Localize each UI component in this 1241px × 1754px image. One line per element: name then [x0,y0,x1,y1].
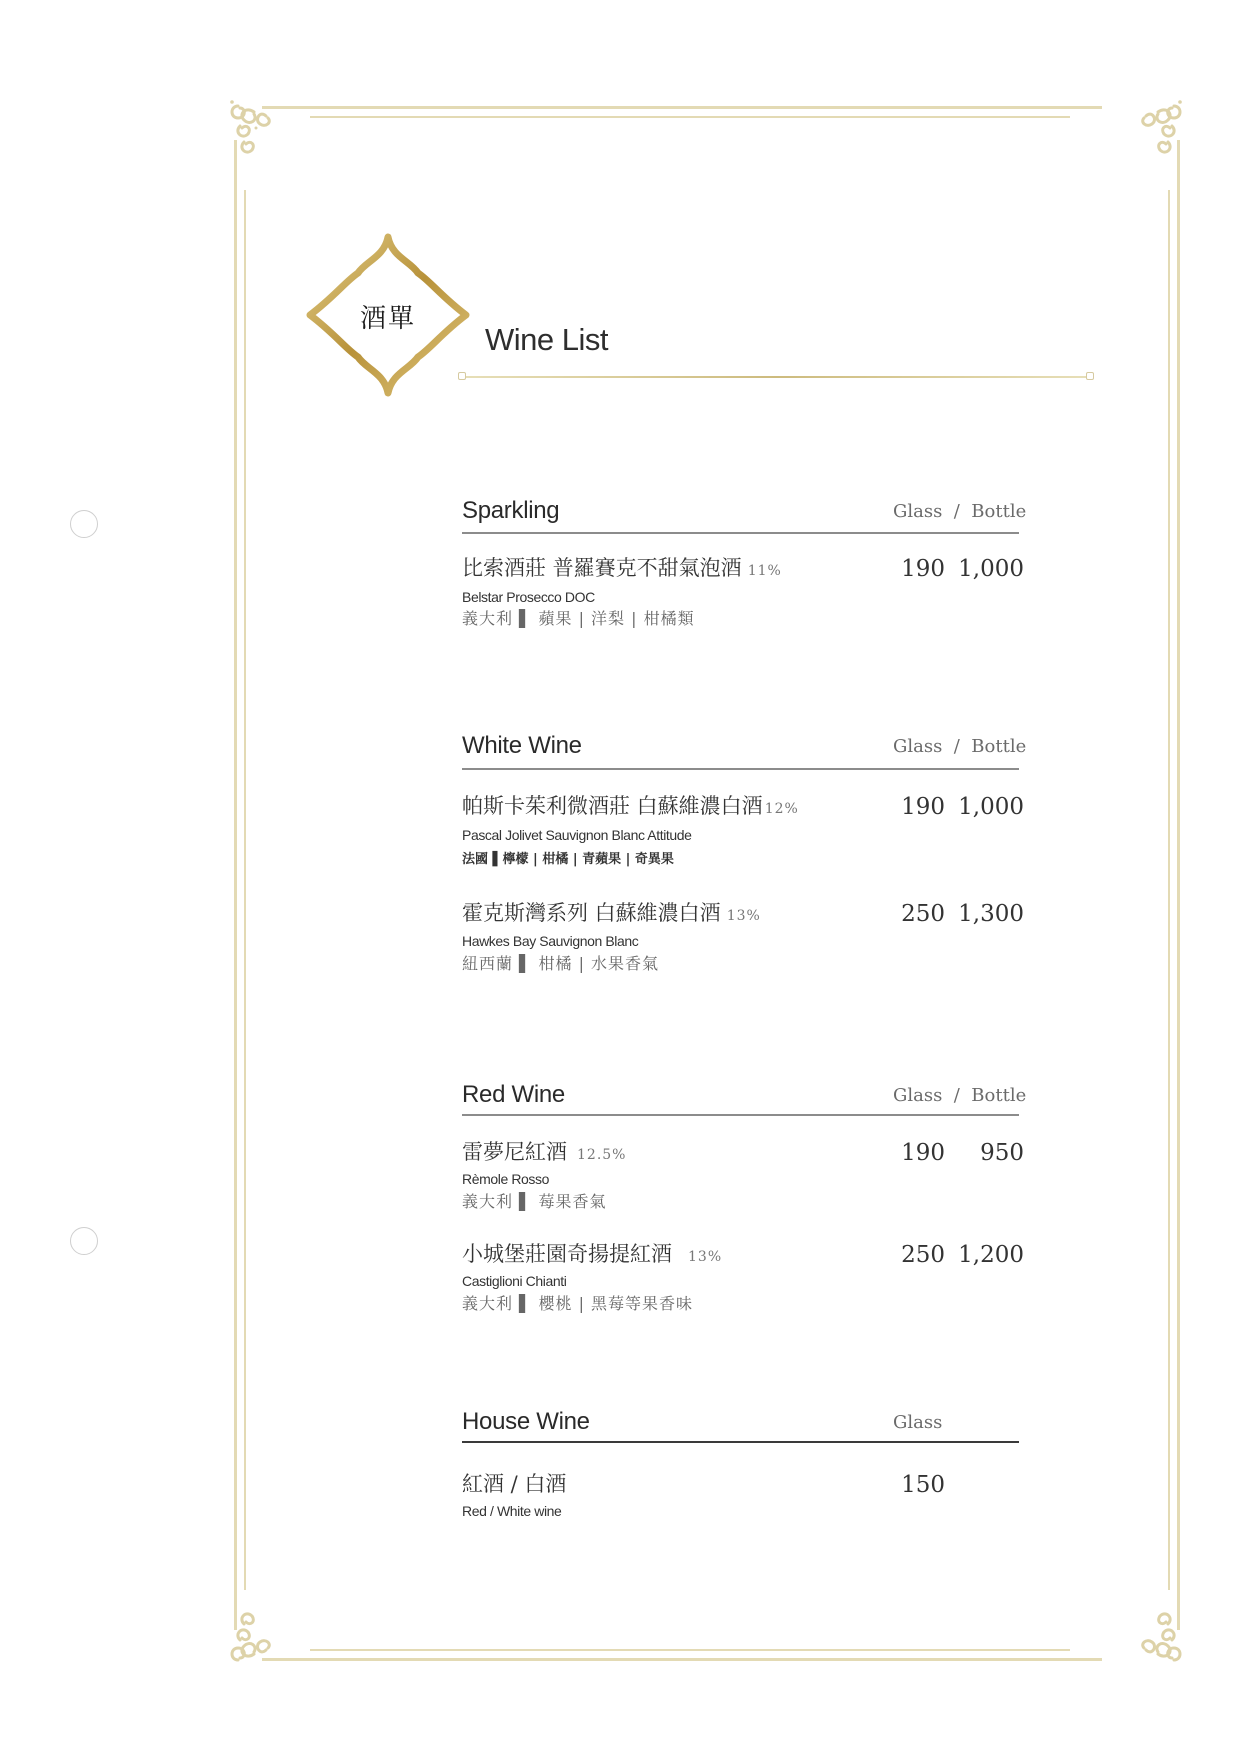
divider-cap-left-icon [458,372,466,380]
section-divider [462,532,1019,534]
section-divider [462,768,1019,770]
title-divider [462,376,1090,378]
item-name-zh [462,558,782,579]
item-name-zh [462,1244,722,1265]
corner-flourish-icon [1116,98,1186,168]
item-tags: 義大利 ▌ 莓果香氣 [462,1192,607,1211]
item-name-en: Belstar Prosecco DOC [462,589,595,605]
item-name-text: 霍克斯灣系列 白蘇維濃白酒 [462,901,721,925]
item-tags: 義大利 ▌ 蘋果 | 洋梨 | 柑橘類 [462,609,695,628]
item-tags: 義大利 ▌ 櫻桃 | 黑莓等果香味 [462,1294,694,1313]
item-name-zh [462,903,761,924]
section-divider [462,1441,1019,1443]
item-name-en: Rèmole Rosso [462,1171,550,1187]
price-glass: 190 [901,556,945,582]
item-abv: 13% [688,1249,723,1265]
corner-flourish-icon [1116,1598,1186,1668]
section-title: Sparkling [462,497,560,524]
item-name-en: Castiglioni Chianti [462,1273,567,1289]
price-glass: 190 [901,1140,945,1166]
item-name-zh [462,1142,626,1163]
item-tags: 法國 ▌檸檬 | 柑橘 | 青蘋果 | 奇異果 [462,852,674,867]
section-title: Red Wine [462,1081,565,1108]
item-name-text: 雷夢尼紅酒 [462,1140,567,1164]
item-abv: 13% [726,908,761,924]
price-glass: 250 [901,1242,945,1268]
section-title: White Wine [462,732,582,759]
column-headers: Glass [893,1412,943,1433]
item-abv: 12.5% [577,1147,627,1163]
item-name-text: 帕斯卡茱利微酒莊 白蘇維濃白酒 [462,794,763,818]
item-abv: 12% [764,801,799,817]
corner-flourish-icon [226,1598,296,1668]
item-name-text: 比索酒莊 普羅賽克不甜氣泡酒 [462,556,742,580]
punch-hole-bottom [70,1227,98,1255]
item-name-en: Hawkes Bay Sauvignon Blanc [462,933,639,949]
page-title: Wine List [485,322,608,357]
price-bottle: 1,300 [958,901,1024,927]
price-bottle: 1,000 [958,794,1024,820]
price-bottle: 1,200 [958,1242,1024,1268]
item-name-zh [462,796,799,817]
item-name-en: Pascal Jolivet Sauvignon Blanc Attitude [462,827,692,843]
divider-cap-right-icon [1086,372,1094,380]
item-name-en: Red / White wine [462,1503,562,1519]
price-bottle: 1,000 [958,556,1024,582]
item-name-zh: 紅酒 / 白酒 [462,1472,567,1496]
column-headers: Glass / Bottle [893,1085,1027,1106]
punch-hole-top [70,510,98,538]
column-headers: Glass / Bottle [893,501,1027,522]
item-tags: 紐西蘭 ▌ 柑橘 | 水果香氣 [462,954,660,973]
section-divider [462,1114,1019,1116]
corner-flourish-icon [226,98,296,168]
section-title: House Wine [462,1408,590,1435]
badge-label: 酒單 [359,304,416,334]
price-glass: 190 [901,794,945,820]
column-headers: Glass / Bottle [893,736,1027,757]
price-glass: 250 [901,901,945,927]
price-bottle: 950 [980,1140,1024,1166]
item-abv: 11% [747,563,782,579]
price-glass: 150 [901,1472,945,1498]
item-name-text: 小城堡莊園奇揚提紅酒 [462,1242,672,1266]
